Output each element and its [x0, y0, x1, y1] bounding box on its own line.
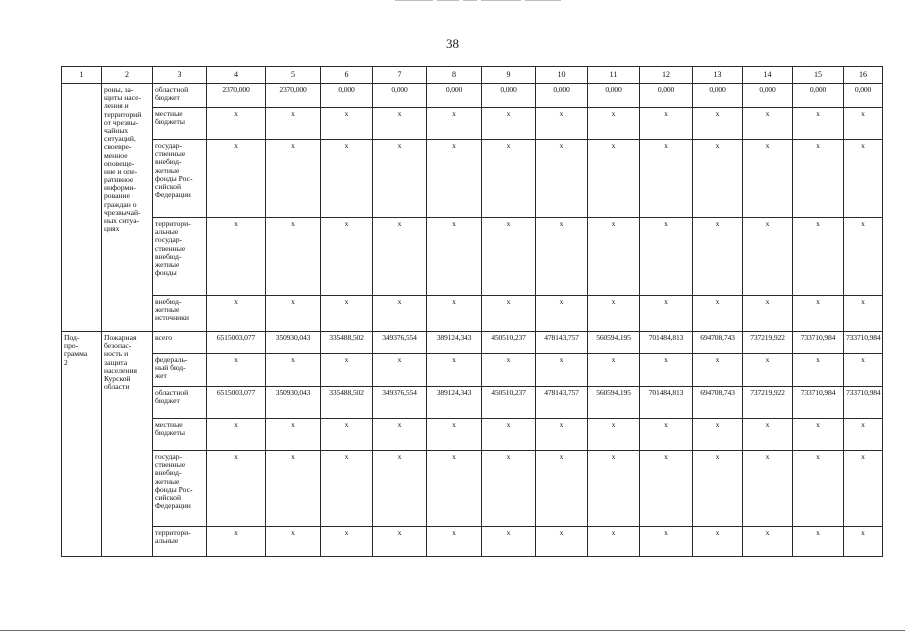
value-cell: х: [844, 296, 883, 332]
column-number-header: [62, 67, 883, 84]
program-name-cell: Пожарная безопас- ность и защита населения Курской области: [102, 332, 153, 557]
value-cell: х: [207, 296, 266, 332]
value-cell: х: [793, 354, 844, 387]
table-row: [62, 387, 883, 419]
value-cell: х: [588, 419, 640, 451]
value-cell: х: [266, 296, 321, 332]
value-cell: х: [693, 451, 743, 527]
value-cell: х: [793, 451, 844, 527]
value-cell: 0,000: [844, 84, 883, 108]
value-cell: х: [321, 218, 373, 296]
value-cell: 0,000: [373, 84, 427, 108]
funding-source-cell: государ- ственные внебюд- жетные фонды Рос- сийской Федерации: [153, 140, 207, 218]
funding-source-cell: местные бюджеты: [153, 108, 207, 140]
column-header-2: 2: [102, 67, 153, 84]
value-cell: х: [482, 218, 536, 296]
value-cell: х: [844, 451, 883, 527]
value-cell: х: [427, 140, 482, 218]
header-row: [62, 67, 883, 84]
program-name-cell: роны, за- щиты насе- ления и территорий от чрезвы- чайных ситуаций, своевре- менное оповеще- ние и опе- ративное информи- рование граждан о чрезвычай- ных ситуа- циях: [102, 84, 153, 332]
value-cell: х: [373, 140, 427, 218]
table-row: [62, 218, 883, 296]
value-cell: 733710,984: [793, 332, 844, 354]
table-row: [62, 451, 883, 527]
value-cell: 694708,743: [693, 332, 743, 354]
column-header-16: 16: [844, 67, 883, 84]
value-cell: 733710,984: [844, 332, 883, 354]
value-cell: х: [373, 218, 427, 296]
value-cell: х: [482, 354, 536, 387]
value-cell: х: [536, 296, 588, 332]
value-cell: х: [427, 108, 482, 140]
value-cell: х: [640, 218, 693, 296]
program-label-cell: [62, 84, 102, 332]
value-cell: х: [844, 419, 883, 451]
value-cell: х: [373, 296, 427, 332]
table-row: [62, 527, 883, 557]
value-cell: х: [321, 451, 373, 527]
value-cell: х: [321, 527, 373, 557]
column-header-10: 10: [536, 67, 588, 84]
column-header-8: 8: [427, 67, 482, 84]
column-header-7: 7: [373, 67, 427, 84]
page-number: 38: [446, 36, 459, 51]
table-row: [62, 84, 883, 108]
value-cell: 0,000: [536, 84, 588, 108]
value-cell: х: [373, 527, 427, 557]
value-cell: х: [482, 296, 536, 332]
value-cell: х: [743, 296, 793, 332]
value-cell: х: [743, 218, 793, 296]
column-header-4: 4: [207, 67, 266, 84]
value-cell: х: [793, 419, 844, 451]
value-cell: 0,000: [640, 84, 693, 108]
value-cell: х: [693, 419, 743, 451]
value-cell: х: [482, 527, 536, 557]
value-cell: х: [427, 527, 482, 557]
value-cell: х: [640, 108, 693, 140]
value-cell: 0,000: [321, 84, 373, 108]
value-cell: х: [266, 451, 321, 527]
table-row: [62, 140, 883, 218]
funding-source-cell: федераль- ный бюд- жет: [153, 354, 207, 387]
value-cell: х: [588, 218, 640, 296]
value-cell: 6515003,077: [207, 387, 266, 419]
value-cell: 733710,984: [793, 387, 844, 419]
funding-source-cell: государ- ственные внебюд- жетные фонды Рос- сийской Федерации: [153, 451, 207, 527]
value-cell: х: [693, 527, 743, 557]
table-row: [62, 332, 883, 354]
value-cell: 560594,195: [588, 387, 640, 419]
value-cell: 2370,000: [207, 84, 266, 108]
program-label-cell: Под- про- грамма 2: [62, 332, 102, 557]
value-cell: х: [207, 140, 266, 218]
column-header-12: 12: [640, 67, 693, 84]
value-cell: х: [640, 296, 693, 332]
value-cell: х: [793, 140, 844, 218]
value-cell: х: [482, 419, 536, 451]
value-cell: х: [536, 218, 588, 296]
value-cell: 450510,237: [482, 332, 536, 354]
value-cell: х: [373, 354, 427, 387]
value-cell: х: [693, 354, 743, 387]
value-cell: х: [266, 218, 321, 296]
value-cell: х: [844, 527, 883, 557]
value-cell: х: [427, 218, 482, 296]
value-cell: х: [588, 354, 640, 387]
value-cell: 0,000: [588, 84, 640, 108]
column-header-1: 1: [62, 67, 102, 84]
value-cell: 450510,237: [482, 387, 536, 419]
value-cell: х: [321, 419, 373, 451]
value-cell: 0,000: [693, 84, 743, 108]
funding-source-cell: местные бюджеты: [153, 419, 207, 451]
value-cell: 694708,743: [693, 387, 743, 419]
value-cell: х: [793, 296, 844, 332]
value-cell: х: [844, 140, 883, 218]
value-cell: 350930,043: [266, 387, 321, 419]
value-cell: х: [482, 451, 536, 527]
value-cell: х: [743, 354, 793, 387]
value-cell: х: [588, 451, 640, 527]
value-cell: х: [588, 108, 640, 140]
value-cell: х: [640, 419, 693, 451]
value-cell: х: [266, 527, 321, 557]
value-cell: 733710,984: [844, 387, 883, 419]
value-cell: 737219,922: [743, 332, 793, 354]
value-cell: х: [844, 108, 883, 140]
value-cell: х: [266, 419, 321, 451]
column-header-14: 14: [743, 67, 793, 84]
value-cell: х: [640, 140, 693, 218]
value-cell: 701484,813: [640, 332, 693, 354]
value-cell: х: [640, 354, 693, 387]
value-cell: 349376,554: [373, 387, 427, 419]
value-cell: 0,000: [793, 84, 844, 108]
column-header-15: 15: [793, 67, 844, 84]
budget-table: [61, 66, 883, 557]
value-cell: х: [427, 451, 482, 527]
value-cell: 335488,502: [321, 332, 373, 354]
table-row: [62, 419, 883, 451]
value-cell: 389124,343: [427, 332, 482, 354]
column-header-9: 9: [482, 67, 536, 84]
value-cell: х: [693, 140, 743, 218]
value-cell: 701484,813: [640, 387, 693, 419]
value-cell: 737219,922: [743, 387, 793, 419]
funding-source-cell: территори- альные государ- ственные внебюд- жетные фонды: [153, 218, 207, 296]
table-row: [62, 108, 883, 140]
value-cell: х: [266, 354, 321, 387]
funding-source-cell: территори- альные: [153, 527, 207, 557]
funding-source-cell: областной бюджет: [153, 84, 207, 108]
value-cell: 6515003,077: [207, 332, 266, 354]
value-cell: 0,000: [482, 84, 536, 108]
funding-source-cell: областной бюджет: [153, 387, 207, 419]
value-cell: х: [427, 354, 482, 387]
value-cell: 560594,195: [588, 332, 640, 354]
funding-source-cell: внебюд- жетные источники: [153, 296, 207, 332]
value-cell: х: [482, 140, 536, 218]
value-cell: х: [588, 527, 640, 557]
value-cell: 335488,502: [321, 387, 373, 419]
value-cell: х: [321, 354, 373, 387]
table-row: [62, 296, 883, 332]
value-cell: х: [266, 140, 321, 218]
value-cell: х: [743, 108, 793, 140]
value-cell: х: [207, 354, 266, 387]
value-cell: х: [536, 527, 588, 557]
value-cell: х: [743, 527, 793, 557]
value-cell: х: [207, 419, 266, 451]
value-cell: х: [321, 108, 373, 140]
value-cell: х: [536, 108, 588, 140]
value-cell: х: [793, 108, 844, 140]
value-cell: х: [640, 451, 693, 527]
value-cell: х: [207, 108, 266, 140]
value-cell: х: [266, 108, 321, 140]
value-cell: х: [536, 140, 588, 218]
value-cell: 478143,757: [536, 332, 588, 354]
column-header-11: 11: [588, 67, 640, 84]
value-cell: х: [373, 419, 427, 451]
value-cell: 0,000: [743, 84, 793, 108]
value-cell: х: [793, 218, 844, 296]
value-cell: х: [207, 451, 266, 527]
table-row: [62, 354, 883, 387]
value-cell: х: [844, 354, 883, 387]
value-cell: х: [743, 419, 793, 451]
value-cell: х: [373, 108, 427, 140]
value-cell: х: [793, 527, 844, 557]
value-cell: х: [588, 296, 640, 332]
table-body: [62, 84, 883, 557]
value-cell: х: [536, 354, 588, 387]
value-cell: х: [207, 527, 266, 557]
funding-source-cell: всего: [153, 332, 207, 354]
value-cell: х: [536, 451, 588, 527]
value-cell: х: [536, 419, 588, 451]
value-cell: 0,000: [427, 84, 482, 108]
value-cell: 349376,554: [373, 332, 427, 354]
column-header-13: 13: [693, 67, 743, 84]
column-header-5: 5: [266, 67, 321, 84]
value-cell: х: [427, 419, 482, 451]
value-cell: х: [321, 140, 373, 218]
value-cell: х: [693, 296, 743, 332]
value-cell: х: [207, 218, 266, 296]
value-cell: х: [693, 108, 743, 140]
top-scan-rule: [395, 0, 570, 2]
value-cell: х: [743, 140, 793, 218]
value-cell: х: [321, 296, 373, 332]
value-cell: 350930,043: [266, 332, 321, 354]
value-cell: 2370,000: [266, 84, 321, 108]
value-cell: х: [640, 527, 693, 557]
value-cell: х: [482, 108, 536, 140]
value-cell: 478143,757: [536, 387, 588, 419]
value-cell: х: [743, 451, 793, 527]
column-header-6: 6: [321, 67, 373, 84]
value-cell: х: [373, 451, 427, 527]
value-cell: 389124,343: [427, 387, 482, 419]
column-header-3: 3: [153, 67, 207, 84]
value-cell: х: [427, 296, 482, 332]
value-cell: х: [693, 218, 743, 296]
budget-table-container: [61, 66, 882, 557]
value-cell: х: [588, 140, 640, 218]
value-cell: х: [844, 218, 883, 296]
bottom-scan-rule: [0, 630, 905, 631]
